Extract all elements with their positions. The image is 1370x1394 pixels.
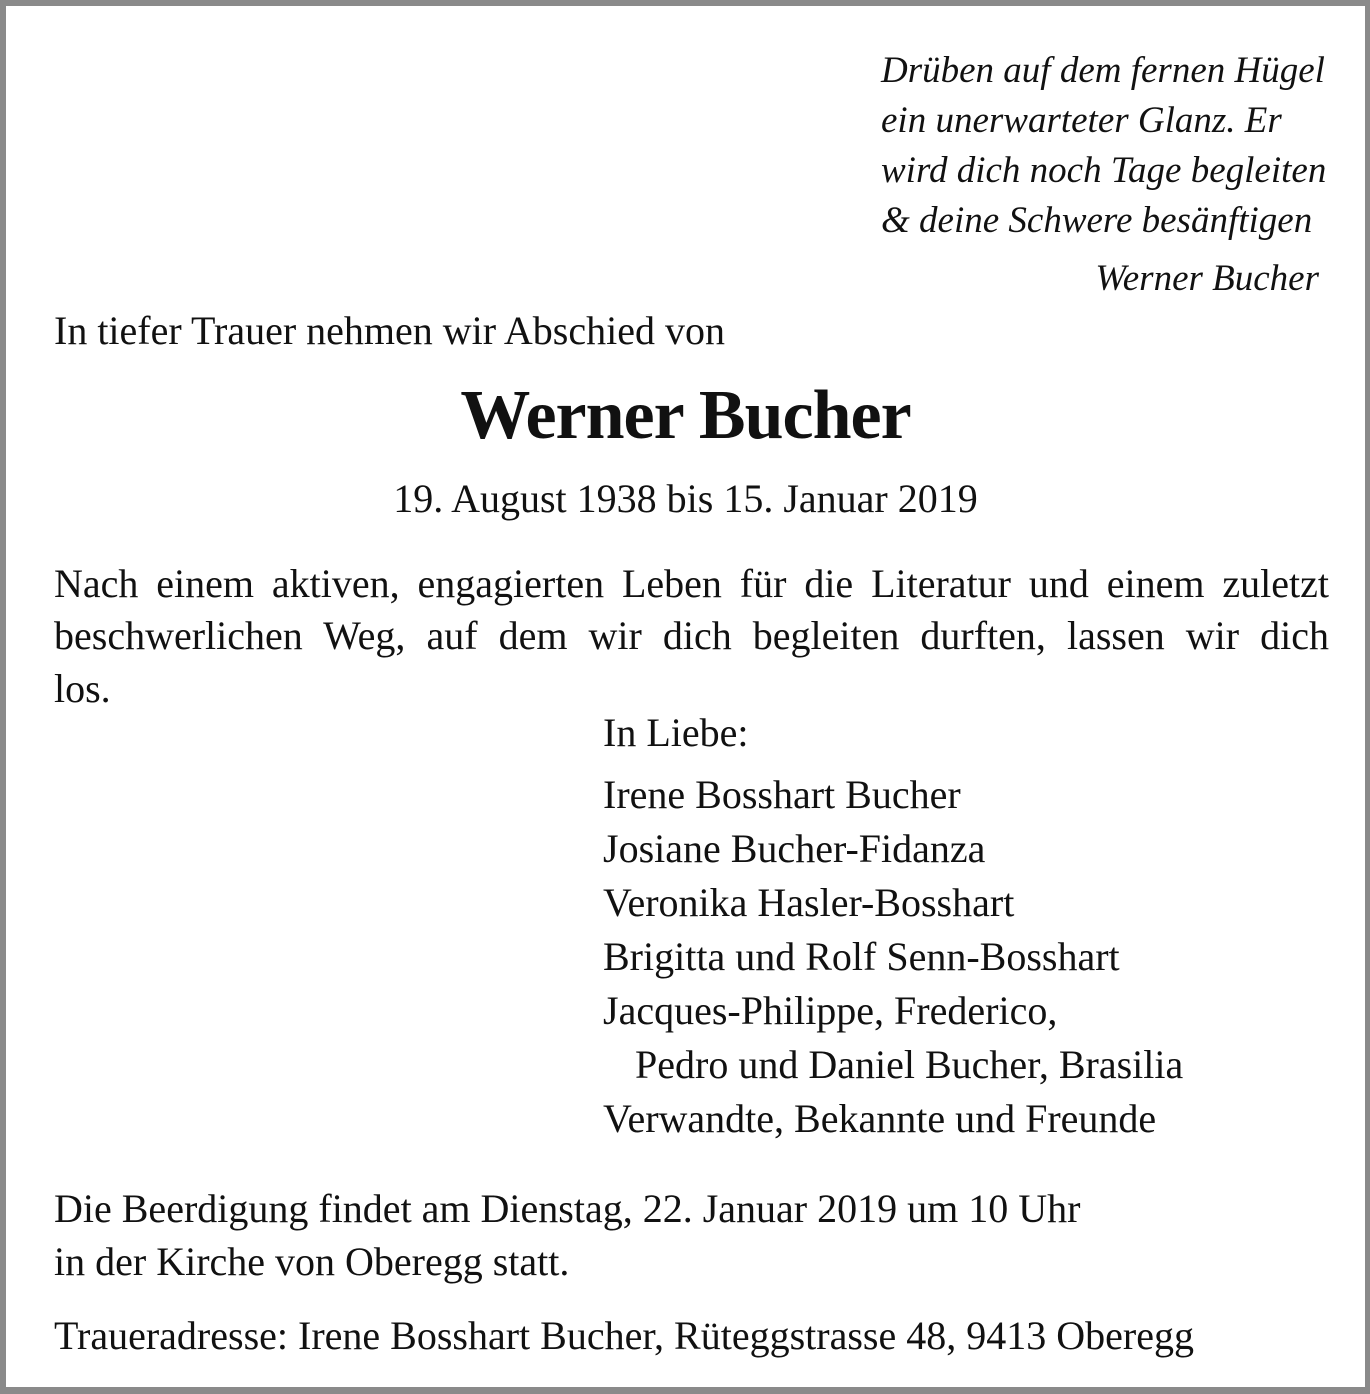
mourner-name: Josiane Bucher-Fidanza: [603, 826, 986, 871]
mourner-name: Verwandte, Bekannte und Freunde: [603, 1096, 1157, 1141]
mourners-list: [603, 706, 1183, 1146]
funeral-line: Die Beerdigung findet am Dienstag, 22. Januar 2019 um 10 Uhr: [54, 1186, 1081, 1231]
poem: [881, 46, 1341, 246]
mourner-name: Irene Bosshart Bucher: [603, 772, 961, 817]
mourning-address: Traueradresse: Irene Bosshart Bucher, Rüteggstrasse 48, 9413 Oberegg: [54, 1313, 1194, 1358]
mourners-title: In Liebe:: [603, 710, 749, 755]
mourner-name: Jacques-Philippe, Frederico,: [603, 988, 1058, 1033]
deceased-name: Werner Bucher: [460, 377, 911, 454]
message-line: los.: [54, 666, 111, 711]
poem-line: & deine Schwere besänftigen: [881, 200, 1313, 241]
intro-text: In tiefer Trauer nehmen wir Abschied von: [54, 308, 725, 353]
mourner-name: Brigitta und Rolf Senn-Bosshart: [603, 934, 1120, 979]
mourner-name: Veronika Hasler-Bosshart: [603, 880, 1015, 925]
poem-author: Werner Bucher: [1095, 258, 1319, 299]
message-line: Nach einem aktiven, engagierten Leben für die Literatur und einem zuletzt: [54, 561, 1329, 606]
message-line: beschwerlichen Weg, auf dem wir dich begleiten durften, lassen wir dich: [54, 613, 1329, 658]
mourner-name: Pedro und Daniel Bucher, Brasilia: [635, 1042, 1184, 1087]
poem-line: wird dich noch Tage begleiten: [881, 150, 1327, 191]
funeral-line: in der Kirche von Oberegg statt.: [54, 1239, 570, 1284]
life-dates: 19. August 1938 bis 15. Januar 2019: [393, 476, 978, 521]
poem-line: ein unerwarteter Glanz. Er: [881, 100, 1282, 141]
poem-line: Drüben auf dem fernen Hügel: [881, 50, 1325, 91]
